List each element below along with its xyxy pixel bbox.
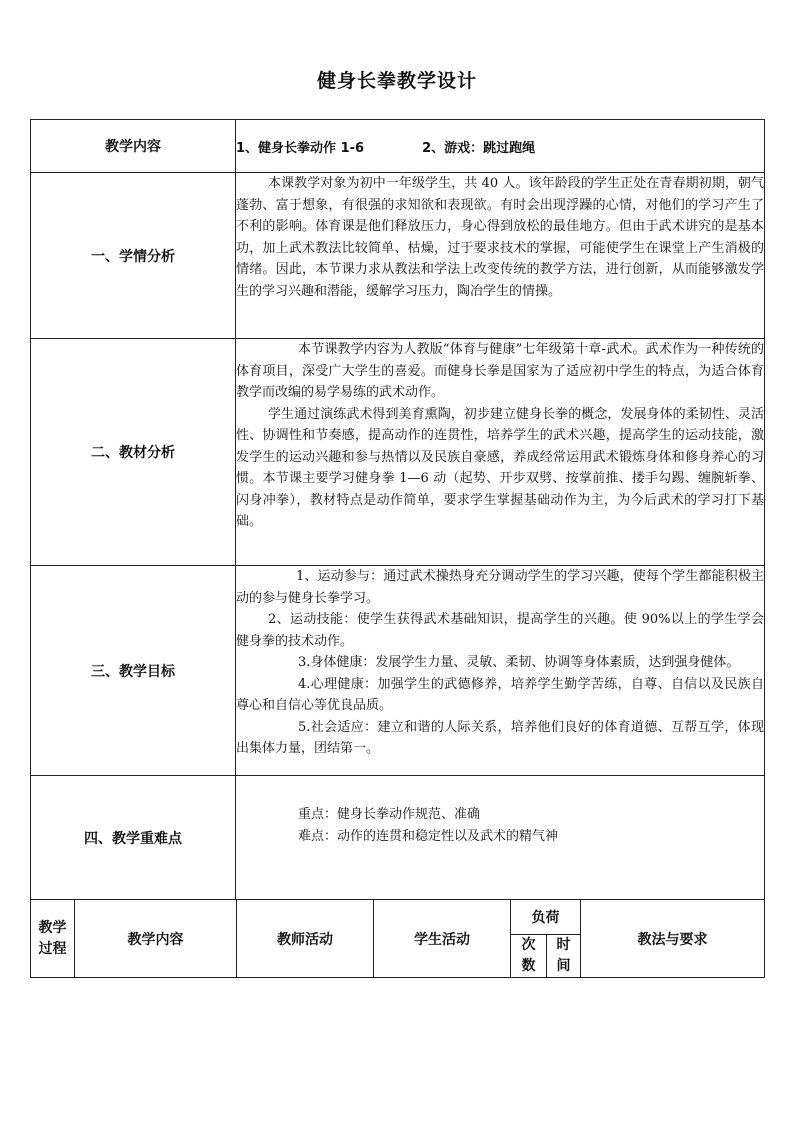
content-item-2: 2、游戏：跳过跑绳 xyxy=(422,140,536,156)
section-material-analysis xyxy=(31,339,765,566)
stage-line-2: 过程 xyxy=(38,940,67,957)
goal-item: 5.社会适应：建立和谐的人际关系，培养他们良好的体育道德、互帮互学，体现出集体力量，团结第一。 xyxy=(236,719,764,756)
key-point: 重点：健身长拳动作规范、准确 xyxy=(298,807,481,822)
process-col-student: 学生活动 xyxy=(374,900,511,978)
process-col-content: 教学内容 xyxy=(75,900,237,978)
content-items xyxy=(236,120,765,173)
section-body xyxy=(236,173,765,339)
process-col-teacher: 教师活动 xyxy=(237,900,374,978)
content-row xyxy=(31,120,765,173)
process-header-table xyxy=(30,899,765,978)
process-col-count: 次 数 xyxy=(511,935,547,978)
section-student-analysis xyxy=(31,173,765,339)
paragraph: 本节课教学内容为人教版“体育与健康”七年级第十章-武术。武术作为一种传统的体育项目，深受广大学生的喜爱。而健身长拳是国家为了适应初中学生的特点，为适合体育教学而改编的易学易练的武术动作。 xyxy=(236,342,764,400)
goal-item: 3.身体健康：发展学生力量、灵敏、柔韧、协调等身体素质，达到强身健体。 xyxy=(298,655,740,670)
process-col-time: 时 间 xyxy=(547,935,581,978)
section-label: 一、学情分析 xyxy=(31,173,236,339)
goal-item: 1、运动参与：通过武术操热身充分调动学生的学习兴趣，使每个学生都能积极主动的参与健身长拳学习。 xyxy=(236,569,764,606)
content-item-1: 1、健身长拳动作 1-6 xyxy=(236,140,365,156)
difficulty-point: 难点：动作的连贯和稳定性以及武术的精气神 xyxy=(298,829,559,844)
goal-item: 4.心理健康：加强学生的武德修养，培养学生勤学苦练，自尊、自信以及民族自尊心和自信心等优良品质。 xyxy=(236,676,764,713)
section-body xyxy=(236,339,765,566)
content-label: 教学内容 xyxy=(31,120,236,173)
section-body xyxy=(236,566,765,776)
document-title: 健身长拳教学设计 xyxy=(316,70,477,92)
section-key-points xyxy=(31,776,765,900)
section-label: 三、教学目标 xyxy=(31,566,236,776)
process-col-load: 负荷 xyxy=(511,900,581,935)
paragraph: 学生通过演练武术得到美育熏陶，初步建立健身长拳的概念，发展身体的柔韧性、灵活性、协调性和节奏感，提高动作的连贯性，培养学生的武术兴趣，提高学生的运动技能，激发学生的运动兴趣和参与热情以及民族自豪感，养成经常运用武术锻炼身体和修身养心的习惯。本节课主要学习健身拳 1—6 动（起势、开步双劈、按掌前推、搂手勾踢、缠腕斩拳、闪身冲拳），教材特点是动作简单，要求学生掌握基础动作为主，为今后武术的学习打下基础。 xyxy=(236,406,764,529)
process-col-stage xyxy=(31,900,75,978)
goal-item: 2、运动技能：使学生获得武术基础知识，提高学生的兴趣。使 90%以上的学生学会健身拳的技术动作。 xyxy=(236,612,764,649)
section-body xyxy=(236,776,765,900)
stage-line-1: 教学 xyxy=(38,919,67,936)
section-label: 四、教学重难点 xyxy=(31,776,236,900)
lesson-plan-table xyxy=(30,119,765,900)
section-teaching-goals xyxy=(31,566,765,776)
section-label: 二、教材分析 xyxy=(31,339,236,566)
process-col-method: 教法与要求 xyxy=(581,900,765,978)
paragraph: 本课教学对象为初中一年级学生，共 40 人。该年龄段的学生正处在青春期初期，朝气蓬勃、富于想象，有很强的求知欲和表现欲。有时会出现浮躁的心情，对他们的学习产生了不利的影响。体育课是他们释放压力，身心得到放松的最佳地方。但由于武术讲究的是基本功，加上武术教法比较简单、枯燥，过于要求技术的掌握，可能使学生在课堂上产生消极的情绪。因此，本节课力求从教法和学法上改变传统的教学方法，进行创新，从而能够激发学生的学习兴趣和潜能，缓解学习压力，陶冶学生的情操。 xyxy=(236,176,764,299)
